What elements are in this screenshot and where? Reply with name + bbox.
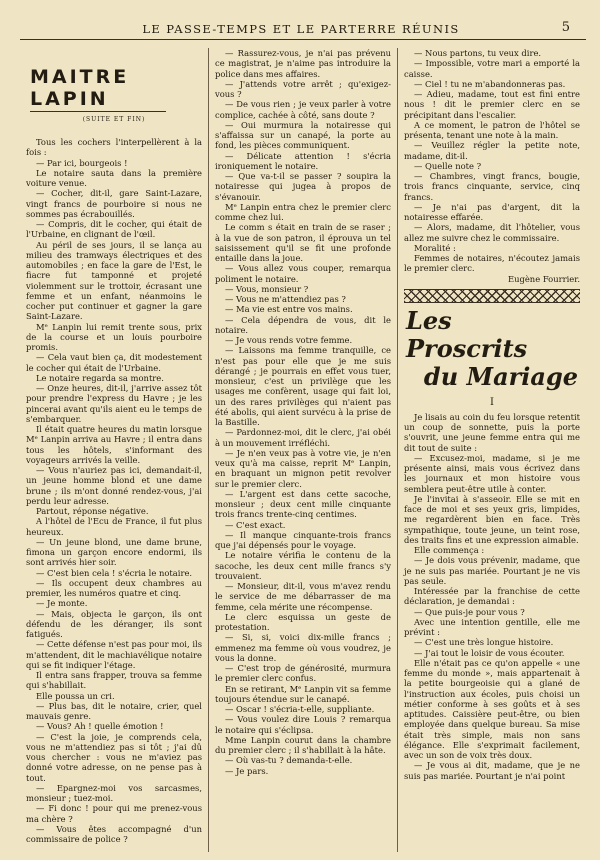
paragraph: — Veuillez régler la petite note, madame, dit-il. [404,140,580,161]
paragraph: Elle commença : [414,545,485,555]
paragraph: — Vous n'auriez pas ici, demandait-il, un jeune homme blond et une dame brune ; ils m'ont donné rendez-vous, j'ai perdu leur adresse. [26,465,202,506]
paragraph: Elle poussa un cri. [36,690,115,701]
paragraph: — Monsieur, dit-il, vous m'avez rendu le service de me débarrasser de ma femme, cela mérite une récompense. [215,581,391,612]
paragraph: — C'est une très longue histoire. [414,637,554,648]
paragraph: Je lisais au coin du feu lorsque retentit un coup de sonnette, puis la porte s'ouvrit, une jeune femme entra qui me dit tout de suite : [404,411,580,453]
page-number: 5 [561,20,570,35]
paragraph: — Ma vie est entre vos mains. [225,304,353,315]
paragraph: Le notaire vérifia le contenu de la sacoche, les deux cent mille francs s'y trouvaient. [215,550,391,581]
paragraph: — C'est bien cela ! s'écria le notaire. [36,567,193,578]
paragraph: — Rassurez-vous, je n'ai pas prévenu ce magistrat, je n'aime pas introduire la police dans mes affaires. [215,48,391,79]
paragraph: Je l'invitai à s'asseoir. Elle se mit en face de moi et ses yeux gris, limpides, me regardèrent bien en face. Très sympathique, toute jeune, un teint rose, des traits fins et une expression aimable. [404,493,580,545]
paragraph: — Compris, dit le cocher, qui était de l'Urbaine, en clignant de l'œil. [26,219,202,240]
article-title-2-line-2: du Mariage [423,361,578,391]
paragraph: — Si, si, voici dix-mille francs ; emmenez ma femme où vous voudrez, je vous la donne. [215,632,391,663]
paragraph: Moralité : [414,242,456,253]
part-number: I [490,396,494,408]
paragraph: — Cette défense n'est pas pour moi, ils m'attendent, dit le machiavélique notaire qui se fit indiquer l'étage. [26,639,202,670]
paragraph: — Vous, monsieur ? [225,283,309,294]
paragraph: — Un jeune blond, une dame brune, fimona un garçon encore endormi, ils sont arrivés hier soir. [26,536,202,568]
paragraph: — Je dois vous prévenir, madame, que je ne suis pas mariée. Pourtant je ne vis pas seule. [404,555,580,586]
paragraph: — Je vous ai dit, madame, que je ne suis pas mariée. Pourtant je n'ai point [404,760,580,781]
paragraph: Le clerc esquissa un geste de protestation. [215,611,391,632]
paragraph: — De vous rien ; je veux parler à votre complice, cachée à côté, sans doute ? [215,99,391,120]
paragraph: — Vous? Ah ! quelle émotion ! [36,721,164,732]
paragraph: Le comm s était en train de se raser ; à la vue de son patron, il éprouva un tel saisissement qu'il se fit une profonde entaille dans la joue. [215,222,391,263]
running-title: LE PASSE-TEMPS ET LE PARTERRE RÉUNIS [142,22,460,36]
paragraph: — Je pars. [225,765,269,776]
paragraph: — Où vas-tu ? demanda-t-elle. [225,755,353,766]
paragraph: — Quelle note ? [414,160,482,171]
paragraph: — Adieu, madame, tout est fini entre nous ! dit le premier clerc en se précipitant dans l'escalier. [404,89,580,120]
column-2 [208,48,397,852]
paragraph: — Onze heures, dit-il, j'arrive assez tôt pour prendre l'express du Havre ; je les pincerai avant qu'ils aient eu le temps de s'embarquer. [26,383,202,424]
paragraph: — Que puis-je pour vous ? [414,606,525,617]
paragraph: — Je n'en veux pas à votre vie, je n'en veux qu'à ma caisse, reprit Mᵉ Lanpin, en braquant un mignon petit revolver sur le premier clerc. [215,447,391,489]
paragraph: — Alors, madame, dit l'hôtelier, vous allez me suivre chez le commissaire. [404,222,580,243]
paragraph: Au péril de ses jours, il se lança au milieu des tramways électriques et des automobiles ; en face la gare de l'Est, le fiacre fut tamponné et projeté violemment sur le trottoir, écrasant une femme et un enfant, néanmoins le cocher put continuer et gagner la gare Saint-Lazare. [26,239,202,322]
decorative-border [404,289,580,303]
paragraph: — Il manque cinquante-trois francs que j'ai dépensés pour le voyage. [215,529,391,550]
paragraph: — Je monte. [36,598,88,609]
paragraph: — Cela dépendra de vous, dit le notaire. [215,314,391,335]
paragraph: — Plus bas, dit le notaire, crier, quel mauvais genre. [26,700,202,721]
paragraph: — Vous allez vous couper, remarqua poliment le notaire. [215,263,391,284]
paragraph: — Chambres, vingt francs, bougie, trois francs cinquante, service, cinq francs. [404,171,580,202]
paragraph: — C'est exact. [225,519,286,530]
paragraph: — Epargnez-moi vos sarcasmes, monsieur ; tuez-moi. [26,782,202,803]
paragraph: — Vous ne m'attendiez pas ? [225,294,346,304]
paragraph: — J'attends votre arrêt ; qu'exigez-vous ? [215,78,391,99]
paragraph: — Impossible, votre mari a emporté la caisse. [404,58,580,79]
paragraph: A l'hôtel de l'Ecu de France, il fut plus heureux. [26,516,202,537]
paragraph: Femmes de notaires, n'écoutez jamais le premier clerc. [404,253,580,274]
article-title-2-line-1: Les Proscrits [406,305,528,363]
paragraph: Tous les cochers l'interpellèrent à la fois : [26,137,202,158]
paragraph: — Fi donc ! pour qui me prenez-vous ma chère ? [26,803,202,824]
paragraph: Mᵉ Lanpin entra chez le premier clerc comme chez lui. [215,201,391,222]
paragraph: Mᵉ Lanpin lui remit trente sous, prix de la course et un louis pourboire promis. [26,321,202,352]
paragraph: — Cocher, dit-il, gare Saint-Lazare, vingt francs de pourboire si nous ne sommes pas écrabouillés. [26,188,202,219]
paragraph: Le notaire regarda sa montre. [36,372,164,383]
paragraph: — Ils occupent deux chambres au premier, les numéros quatre et cinq. [26,577,202,598]
header-rule [20,39,586,40]
paragraph: — Laissons ma femme tranquille, ce n'est pas pour elle que je me suis dérangé ; je pourrais en effet vous tuer, monsieur, c'est un privilège que les usages me confèrent, usage qui fait loi, un des rares privilèges qui n'aient pas été abolis, qui aient survécu à la prise de la Bastille. [215,345,391,427]
text-columns [20,48,586,852]
title-underline [30,111,166,112]
paragraph: — Nous partons, tu veux dire. [414,48,542,58]
paragraph: — L'argent est dans cette sacoche, monsieur ; deux cent mille cinquante trois francs trente-cinq centimes. [215,488,391,520]
article-title: MAITRE LAPIN [30,66,130,110]
paragraph: — Oui murmura la notairesse qui s'affaissa sur un canapé, la porte au fond, les pièces communiquent. [215,119,391,151]
paragraph: — Vous voulez dire Louis ? remarqua le notaire qui s'éclipsa. [215,714,391,735]
column-3 [397,48,586,852]
paragraph: — Que va-t-il se passer ? soupira la notairesse qui jugea à propos de s'évanouir. [215,171,391,202]
paragraph: — Ciel ! tu ne m'abandonneras pas. [414,78,566,89]
paragraph: — Cela vaut bien ça, dit modestement le cocher qui était de l'Urbaine. [26,352,202,373]
paragraph: — C'est trop de générosité, murmura le premier clerc confus. [215,663,391,684]
paragraph: Mme Lanpin courut dans la chambre du premier clerc ; il s'habillait à la hâte. [215,734,391,755]
paragraph: — C'est la joie, je comprends cela, vous ne m'attendiez pas si tôt ; j'ai dû vous chercher : vous ne m'aviez pas donné votre adresse, on ne pense pas à tout. [26,731,202,783]
paragraph: Partout, réponse négative. [36,506,149,516]
column-1 [20,48,208,852]
paragraph: — Je n'ai pas d'argent, dit la notairesse effarée. [404,201,580,222]
paragraph: — Mais, objecta le garçon, ils ont défendu de les déranger, ils sont fatigués. [26,608,202,639]
page-header [14,0,588,36]
paragraph: A ce moment, le patron de l'hôtel se présenta, tenant une note à la main. [404,119,580,140]
paragraph: — Délicate attention ! s'écria ironiquement le notaire. [215,150,391,171]
paragraph: Avec une intention gentille, elle me prévint : [404,616,580,637]
paragraph: Il était quatre heures du matin lorsque Mᵉ Lanpin arriva au Havre ; il entra dans tous les hôtels, s'informant des voyageurs arrivés la veille. [26,424,202,465]
paragraph: — Pardonnez-moi, dit le clerc, j'ai obéi à un mouvement irréfléchi. [215,427,391,448]
paragraph: Elle n'était pas ce qu'on appelle « une femme du monde », mais appartenait à la petite bourgeoisie qui a glané de l'instruction aux écoles, puis choisi un métier conforme à ses goûts et à ses aptitudes. Caissière peut-être, ou bien employée dans quelque bureau. Sa mise était très simple, mais non sans élégance. Elle s'exprimait facilement, avec un son de voix très doux. [404,657,580,760]
paragraph: Intéressée par la franchise de cette déclaration, je demandai : [404,586,580,607]
paragraph: — Je vous rends votre femme. [225,335,353,345]
paragraph: — Par ici, bourgeois ! [36,157,128,168]
paragraph: En se retirant, Mᵉ Lanpin vit sa femme toujours étendue sur le canapé. [215,683,391,704]
paragraph: — J'ai tout le loisir de vous écouter. [414,647,565,658]
signature: Eugène Fourrier. [507,273,580,284]
paragraph: Il entra sans frapper, trouva sa femme qui s'habillait. [26,670,202,691]
paragraph: — Excusez-moi, madame, si je me présente ainsi, mais vous écrivez dans les journaux et mon histoire vous semblera peut-être utile à conter. [404,452,580,494]
article-subtitle: (SUITE ET FIN) [82,116,146,123]
paragraph: — Vous êtes accompagné d'un commissaire de police ? [26,823,202,844]
paragraph: — Oscar ! s'écria-t-elle, suppliante. [225,704,375,714]
paragraph: Le notaire sauta dans la première voiture venue. [26,167,202,188]
